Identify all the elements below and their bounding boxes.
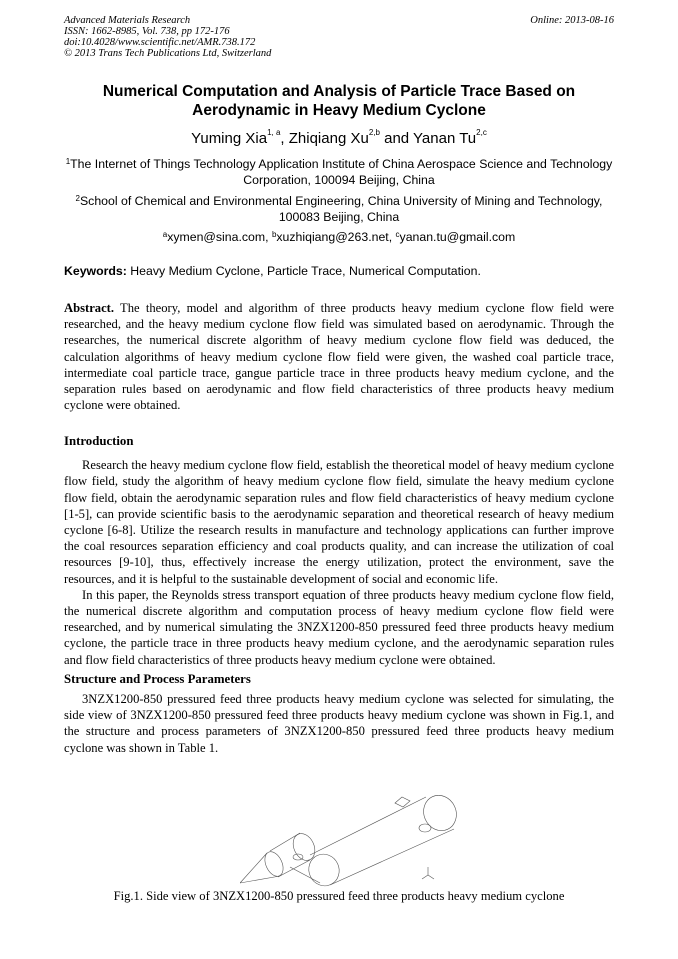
authors: Yuming Xia$^{1, a}$, Zhiqiang Xu$^{2,b}$ and Yanan Tu$^{2,c}$ (191, 128, 487, 147)
section-heading: Structure and Process Parameters (64, 671, 251, 686)
emails: $^a$xymen@sina.com, $^b$xuzhiqiang@263.net, $^c$yanan.tu@gmail.com (162, 230, 516, 244)
online-date: Online: 2013-08-16 (530, 15, 614, 26)
paper-title: Numerical Computation and Analysis of Particle Trace Based on Aerodynamic in Heavy Medium Cyclone (102, 83, 576, 119)
section-heading: Introduction (64, 434, 134, 448)
cyclone-figure (240, 795, 480, 890)
abstract: Abstract. The theory, model and algorithm of three products heavy medium cyclone flow field were researched, and the heavy medium cyclone flow field was simulated based on aerodynamic. Through the researches, the numerical discrete algorithm of heavy medium cyclone flow field was deduced, the calculation algorithms of heavy medium cyclone flow field were given, the washed coal particle trace, intermediate coal particle trace, gangue particle trace in three products heavy medium cyclone, and the separation rules based on aerodynamic and flow field characteristics of three products heavy medium cyclone were obtained. (64, 301, 614, 413)
introduction: Introduction Research the heavy medium cyclone flow field, establish the theoretical model of heavy medium cyclone flow field, study the algorithm of heavy medium cyclone flow field, simulate the heavy medium cyclone flow field, obtain the aerodynamic separation rules and flow field characteristics of heavy medium cyclone [1-5], can provide scientific basis to the aerodynamic separation and theoretical research of heavy medium cyclone [6-8]. Utilize the research results in manufacture and technology applications can further improve the coal resources separation efficiency and coal products quality, and can increase the utilization of coal resources [9-10], thus, effectively increase the energy utilization, protect the environment, save the resources, and it is helpful to the sustainable development of social and economic life. In this paper, the Reynolds stress transport equation of three products heavy medium cyclone flow field, the numerical discrete algorithm and computation process of heavy medium cyclone flow field were researched, and by numerical simulating the 3NZX1200-850 pressured feed three products heavy medium cyclone, the particle trace in three products heavy medium cyclone, and the aerodynamic separation rules and flow field characteristics of three products heavy medium cyclone were obtained. Structure and Process Parameters 3NZX1200-850 pressured feed three products heavy medium cyclone was selected for simulating, the side view of 3NZX1200-850 pressured feed three products heavy medium cyclone was shown in Fig.1, and the structure and process parameters of 3NZX1200-850 pressured feed three products heavy medium cyclone was shown in Table 1. (64, 434, 614, 755)
affiliation-1: $^1$The Internet of Things Technology Application Institute of China Aerospace Science and Technology Corporation, 100094 Beijing, China (65, 157, 613, 187)
figure-caption: Fig.1. Side view of 3NZX1200-850 pressured feed three products heavy medium cyclone (113, 889, 565, 903)
journal-info: Advanced Materials Research ISSN: 1662-8985, Vol. 738, pp 172-176 doi:10.4028/www.scientific.net/AMR.738.172 © 2013 Trans Tech Publications Ltd, Switzerland (64, 15, 272, 59)
keywords: Keywords: Heavy Medium Cyclone, Particle Trace, Numerical Computation. (64, 264, 481, 278)
affiliation-2: $^2$School of Chemical and Environmental Engineering, China University of Mining and Technology, 100083 Beijing, China (75, 194, 603, 224)
